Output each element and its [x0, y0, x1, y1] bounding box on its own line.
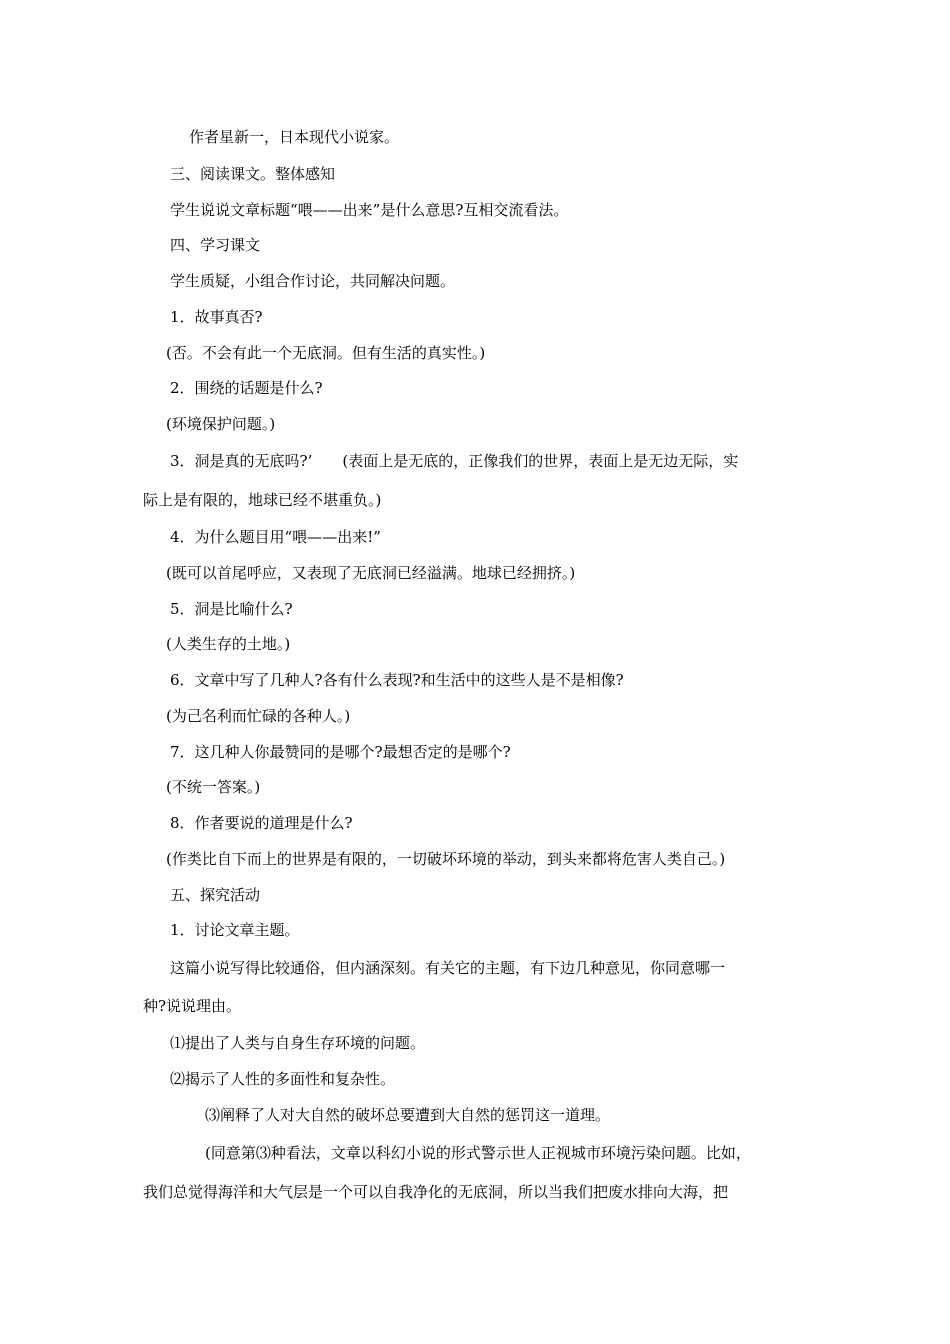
paragraph-continued: 种?说说理由。 [143, 997, 242, 1015]
author-intro: 作者星新一，日本现代小说家。 [189, 128, 400, 146]
answer-continued: 际上是有限的，地球已经不堪重负。) [143, 491, 382, 509]
question: 1．讨论文章主题。 [170, 921, 300, 939]
question: 6．文章中写了几种人?各有什么表现?和生活中的这些人是不是相像? [170, 671, 624, 689]
answer: (不统一答案。) [166, 778, 261, 796]
answer: (人类生存的土地。) [166, 635, 291, 653]
answer: (既可以首尾呼应，又表现了无底洞已经溢满。地球已经拥挤。) [166, 564, 576, 582]
section-heading: 五、探究活动 [170, 886, 261, 904]
answer: (作类比自下而上的世界是有限的，一切破坏环境的举动，到头来都将危害人类自己。) [166, 850, 726, 868]
answer: (同意第⑶种看法，文章以科幻小说的形式警示世人正视城市环境污染问题。比如， [205, 1144, 751, 1162]
answer: (环境保护问题。) [166, 415, 276, 433]
section-heading: 三、阅读课文。整体感知 [170, 165, 336, 183]
paragraph: 学生说说文章标题“喂——出来”是什么意思?互相交流看法。 [170, 201, 569, 219]
option-item: ⑴提出了人类与自身生存环境的问题。 [170, 1034, 426, 1052]
option-item: ⑵揭示了人性的多面性和复杂性。 [170, 1070, 396, 1088]
answer: (否。不会有此一个无底洞。但有生活的真实性。) [166, 344, 486, 362]
question: 7．这几种人你最赞同的是哪个?最想否定的是哪个? [170, 743, 511, 761]
option-item: ⑶阐释了人对大自然的破坏总要遭到大自然的惩罚这一道理。 [205, 1106, 611, 1124]
question: 3．洞是真的无底吗?’ (表面上是无底的，正像我们的世界，表面上是无边无际，实 [170, 452, 739, 470]
paragraph: 这篇小说写得比较通俗，但内涵深刻。有关它的主题，有下边几种意见，你同意哪一 [170, 959, 726, 977]
paragraph: 学生质疑，小组合作讨论，共同解决问题。 [170, 272, 456, 290]
question: 8．作者要说的道理是什么? [170, 814, 353, 832]
question: 5．洞是比喻什么? [170, 600, 293, 618]
question: 4．为什么题目用“喂——出来!” [170, 528, 381, 546]
answer: (为己名利而忙碌的各种人。) [166, 707, 351, 725]
question: 2．围绕的话题是什么? [170, 379, 323, 397]
answer-continued: 我们总觉得海洋和大气层是一个可以自我净化的无底洞，所以当我们把废水排向大海，把 [143, 1183, 729, 1201]
question: 1．故事真否? [170, 308, 263, 326]
section-heading: 四、学习课文 [170, 236, 261, 254]
